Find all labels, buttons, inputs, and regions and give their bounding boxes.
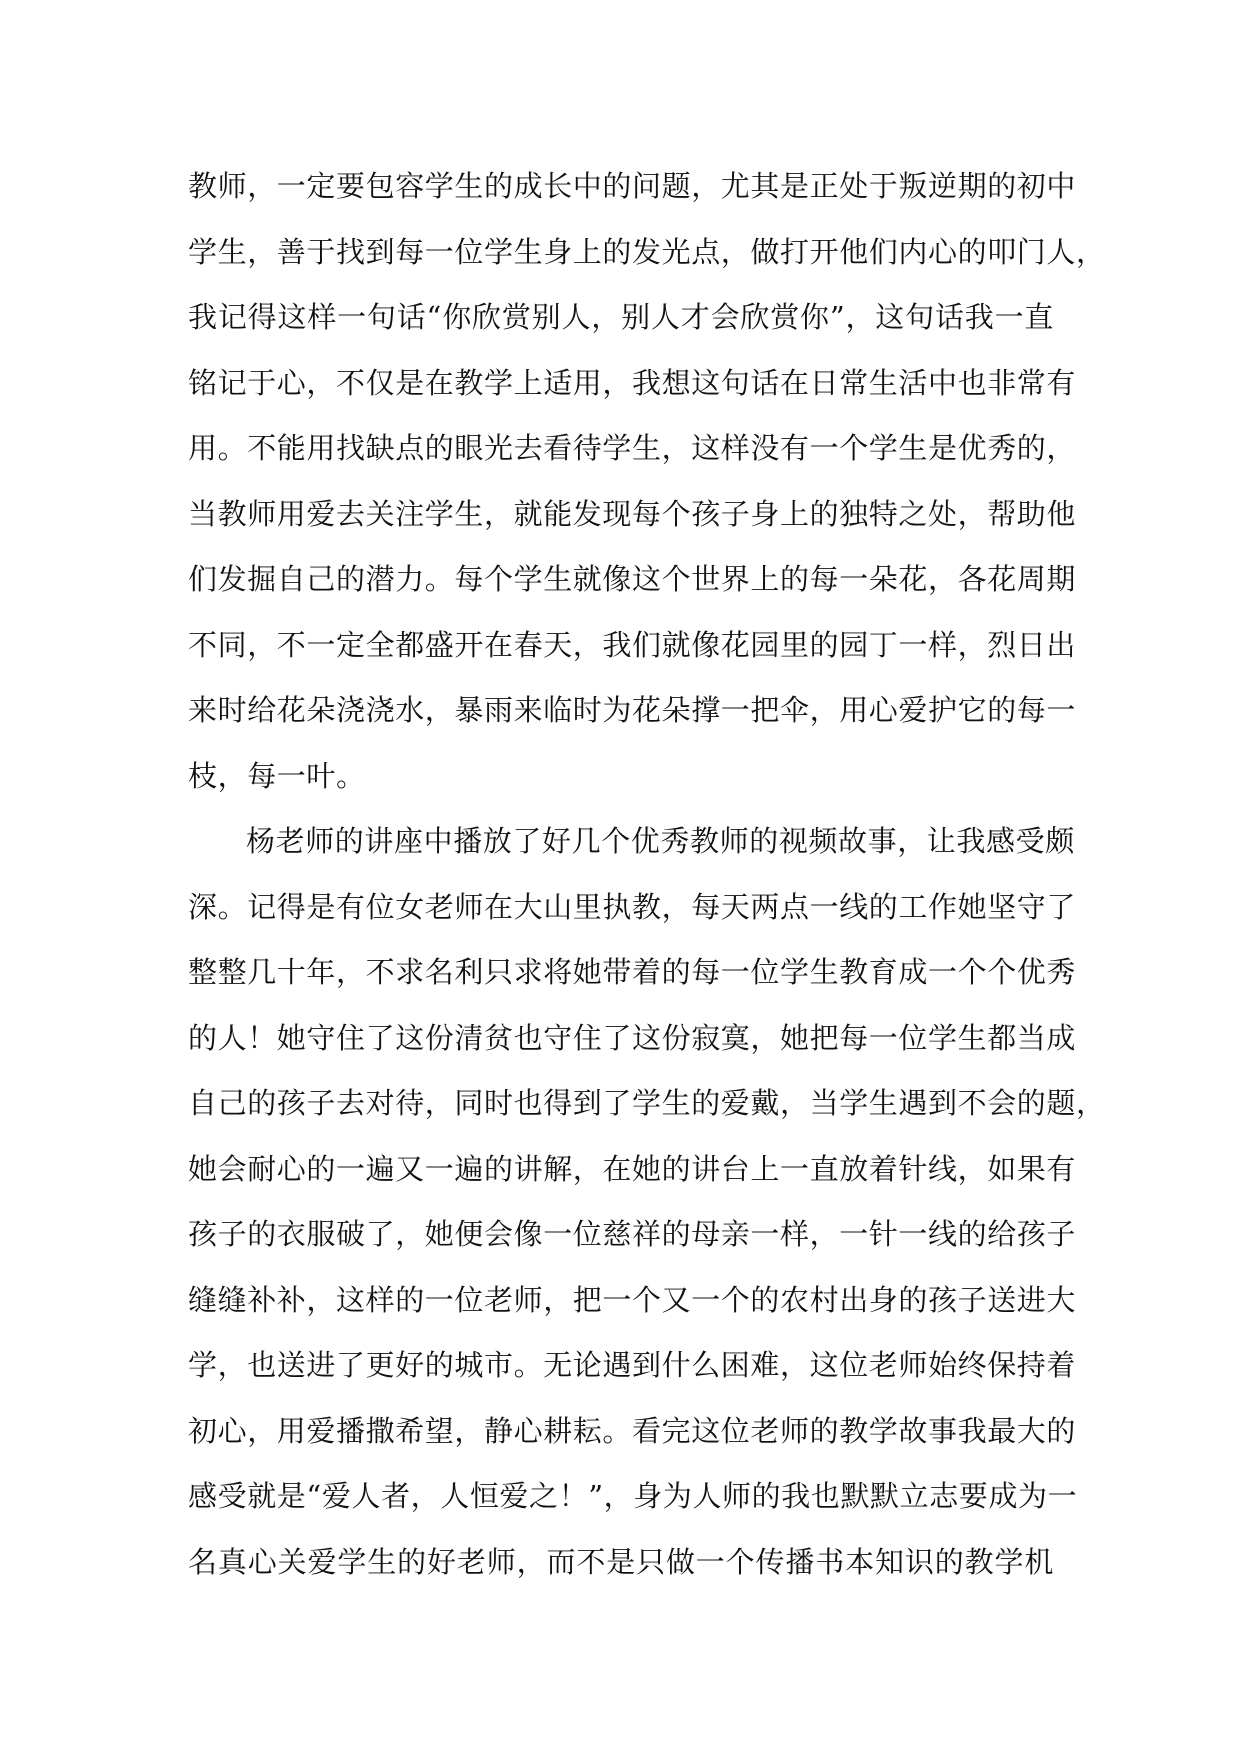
paragraph-end-line: 枝，每一叶。 [188, 758, 366, 793]
text-line: 学，也送进了更好的城市。无论遇到什么困难，这位老师始终保持着 [188, 1348, 1077, 1382]
paragraph-first-line: 杨老师的讲座中播放了好几个优秀教师的视频故事，让我感受颇 [246, 824, 1075, 858]
text-line: 不同，不一定全都盛开在春天，我们就像花园里的园丁一样，烈日出 [188, 627, 1077, 662]
text-line: 教师，一定要包容学生的成长中的问题，尤其是正处于叛逆期的初中 [188, 169, 1077, 203]
text-line: 的人！她守住了这份清贫也守住了这份寂寞，她把每一位学生都当成 [188, 1020, 1077, 1055]
text-line: 整整几十年，不求名利只求将她带着的每一位学生教育成一个个优秀 [188, 955, 1077, 989]
text-line: 深。记得是有位女老师在大山里执教，每天两点一线的工作她坚守了 [188, 889, 1077, 924]
text-line: 铭记于心，不仅是在教学上适用，我想这句话在日常生活中也非常有 [188, 365, 1077, 400]
text-line: 孩子的衣服破了，她便会像一位慈祥的母亲一样，一针一线的给孩子 [188, 1217, 1077, 1251]
text-line: 自己的孩子去对待，同时也得到了学生的爱戴，当学生遇到不会的题， [188, 1086, 1106, 1120]
text-line: 用。不能用找缺点的眼光去看待学生，这样没有一个学生是优秀的， [188, 431, 1077, 465]
text-line: 来时给花朵浇浇水，暴雨来临时为花朵撑一把伞，用心爱护它的每一 [188, 693, 1077, 727]
text-line: 当教师用爱去关注学生，就能发现每个孩子身上的独特之处，帮助他 [188, 496, 1077, 531]
text-line: 名真心关爱学生的好老师，而不是只做一个传播书本知识的教学机 [188, 1544, 1054, 1579]
body-text [188, 154, 1106, 1595]
text-line: 缝缝补补，这样的一位老师，把一个又一个的农村出身的孩子送进大 [188, 1282, 1077, 1317]
text-line: 初心，用爱播撒希望，静心耕耘。看完这位老师的教学故事我最大的 [188, 1413, 1077, 1448]
text-line: 们发掘自己的潜力。每个学生就像这个世界上的每一朵花，各花周期 [188, 562, 1077, 596]
text-line: 学生，善于找到每一位学生身上的发光点，做打开他们内心的叩门人， [188, 234, 1106, 269]
text-line: 她会耐心的一遍又一遍的讲解，在她的讲台上一直放着针线，如果有 [188, 1151, 1077, 1186]
text-line: 感受就是“爱人者，人恒爱之！”，身为人师的我也默默立志要成为一 [188, 1479, 1078, 1513]
text-line: 我记得这样一句话“你欣赏别人，别人才会欣赏你”，这句话我一直 [188, 300, 1054, 334]
